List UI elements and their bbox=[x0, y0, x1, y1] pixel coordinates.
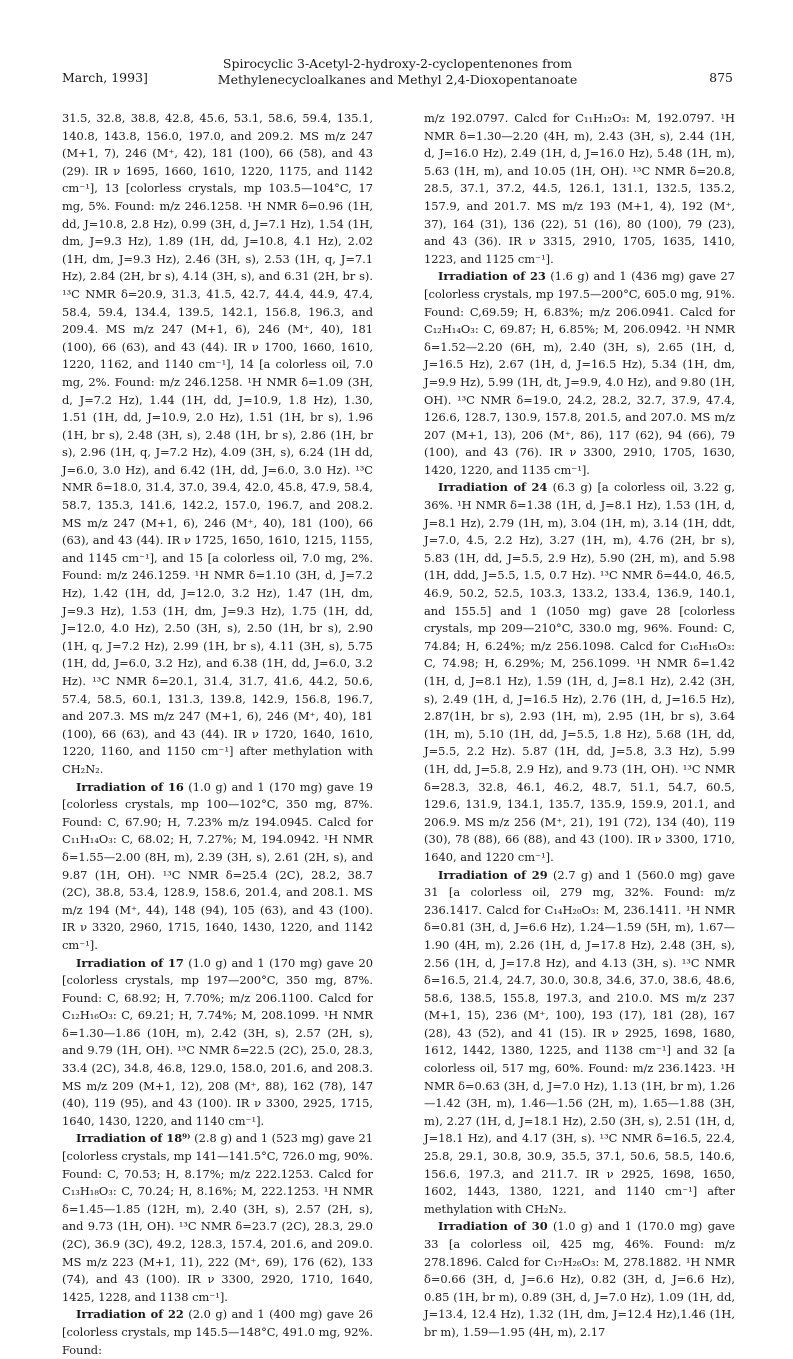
running-header bbox=[62, 56, 733, 96]
paragraph-lead: Irradiation of 22 bbox=[76, 1307, 184, 1322]
paragraph-lead: Irradiation of 29 bbox=[438, 867, 548, 882]
running-title bbox=[62, 56, 733, 88]
page-number: 875 bbox=[709, 70, 733, 85]
right-column bbox=[424, 110, 736, 1339]
paragraph-text: m/z 192.0797. Calcd for C₁₁H₁₂O₃: M, 192.0797. ¹H NMR δ=1.30—2.20 (4H, m), 2.43 (3H, s), 2.44 (1H, d, J=16.0 Hz), 2.49 (1H, d, J=16.0 Hz), 5.48 (1H, m), 5.63 (1H, m), and 10.05 (1H, OH). ¹³C NMR δ=20.8, 28.5, 37.1, 37.2, 44.5, 126.1, 131.1, 132.5, 135.2, 157.9, and 201.7. MS m/z 193 (M+1, 4), 192 (M⁺, 37), 164 (31), 136 (22), 51 (16), 80 (100), 79 (23), and 43 (36). IR ν 3315, 2910, 1705, 1635, 1410, 1223, and 1125 cm⁻¹]. bbox=[424, 111, 735, 266]
paragraph bbox=[62, 955, 373, 1131]
paragraph-lead: Irradiation of 24 bbox=[438, 480, 548, 495]
left-column bbox=[62, 110, 373, 1357]
journal-date: March, 1993] bbox=[62, 70, 148, 85]
paragraph-text: (1.0 g) and 1 (170.0 mg) gave 33 [a colorless oil, 425 mg, 46%. Found: m/z 278.1896. Calcd for C₁₇H₂₆O₃: M, 278.1882. ¹H NMR δ=0.66 (3H, d, J=6.6 Hz), 0.82 (3H, d, J=6.6 Hz), 0.85 (1H, br m), 0.89 (3H, d, J=7.0 Hz), 1.09 (1H, dd, J=13.4, 12.4 Hz), 1.32 (1H, dm, J=12.4 Hz),1.46 (1H, br m), 1.59—1.95 (4H, m), 2.17 bbox=[424, 1219, 735, 1339]
paragraph-text: (2.7 g) and 1 (560.0 mg) gave 31 [a colorless oil, 279 mg, 32%. Found: m/z 236.1417. Calcd for C₁₄H₂₀O₃: M, 236.1411. ¹H NMR δ=0.81 (3H, d, J=6.6 Hz), 1.24—1.59 (5H, m), 1.67—1.90 (4H, m), 2.26 (1H, d, J=17.8 Hz), 2.48 (3H, s), 2.56 (1H, d, J=17.8 Hz), and 4.13 (3H, s). ¹³C NMR δ=16.5, 21.4, 24.7, 30.0, 30.8, 34.6, 37.0, 38.6, 48.6, 58.6, 138.5, 155.8, 197.3, and 210.0. MS m/z 237 (M+1, 15), 236 (M⁺, 100), 193 (17), 181 (28), 167 (28), 43 (52), and 41 (15). IR ν 2925, 1698, 1680, 1612, 1442, 1380, 1225, and 1138 cm⁻¹] and 32 [a colorless oil, 517 mg, 60%. Found: m/z 236.1423. ¹H NMR δ=0.63 (3H, d, J=7.0 Hz), 1.13 (1H, br m), 1.26—1.42 (3H, m), 1.46—1.56 (2H, m), 1.65—1.88 (3H, m), 2.27 (1H, d, J=18.1 Hz), 2.50 (3H, s), 2.51 (1H, d, J=18.1 Hz), and 4.17 (3H, s). ¹³C NMR δ=16.5, 22.4, 25.8, 29.1, 30.8, 30.9, 35.5, 37.1, 50.6, 58.5, 140.6, 156.6, 197.3, and 211.7. IR ν 2925, 1698, 1650, 1602, 1443, 1380, 1221, and 1140 cm⁻¹] after methylation with CH₂N₂. bbox=[424, 867, 735, 1216]
paragraph bbox=[424, 268, 735, 479]
paragraph-text: (2.0 g) and 1 (400 mg) gave 26 [colorless crystals, mp 145.5—148°C, 491.0 mg, 92%. Found: bbox=[62, 1307, 373, 1357]
paragraph bbox=[62, 1130, 373, 1306]
paragraph-lead: Irradiation of 17 bbox=[76, 955, 184, 970]
paragraph-lead: Irradiation of 23 bbox=[438, 269, 546, 284]
paragraph-text: (2.8 g) and 1 (523 mg) gave 21 [colorless crystals, mp 141—141.5°C, 726.0 mg, 90%. Found: C, 70.53; H, 8.17%; m/z 222.1253. Calcd for C₁₃H₁₈O₃: C, 70.24; H, 8.16%; M, 222.1253. ¹H NMR δ=1.45—1.85 (12H, m), 2.40 (3H, s), 2.57 (2H, s), and 9.73 (1H, OH). ¹³C NMR δ=23.7 (2C), 28.3, 29.0 (2C), 36.9 (3C), 49.2, 128.3, 157.4, 201.6, and 209.0. MS m/z 223 (M+1, 11), 222 (M⁺, 69), 176 (62), 133 (74), and 43 (100). IR ν 3300, 2920, 1710, 1640, 1425, 1228, and 1138 cm⁻¹]. bbox=[62, 1131, 373, 1304]
paragraph-text: (6.3 g) [a colorless oil, 3.22 g, 36%. ¹H NMR δ=1.38 (1H, d, J=8.1 Hz), 1.53 (1H, d, J=8.1 Hz), 2.79 (1H, m), 3.04 (1H, m), 3.14 (1H, ddt, J=7.0, 4.5, 2.2 Hz), 3.27 (1H, m), 4.76 (2H, br s), 5.83 (1H, dd, J=5.5, 2.9 Hz), 5.90 (2H, m), and 5.98 (1H, ddd, J=5.5, 1.5, 0.7 Hz). ¹³C NMR δ=44.0, 46.5, 46.9, 50.2, 52.5, 103.3, 133.2, 133.4, 136.9, 140.1, and 155.5] and 1 (1050 mg) gave 28 [colorless crystals, mp 209—210°C, 330.0 mg, 96%. Found: C, 74.84; H, 6.24%; m/z 256.1098. Calcd for C₁₆H₁₆O₃: C, 74.98; H, 6.29%; M, 256.1099. ¹H NMR δ=1.42 (1H, d, J=8.1 Hz), 1.59 (1H, d, J=8.1 Hz), 2.42 (3H, s), 2.49 (1H, d, J=16.5 Hz), 2.76 (1H, d, J=16.5 Hz), 2.87(1H, br s), 2.93 (1H, m), 2.95 (1H, br s), 3.64 (1H, m), 5.10 (1H, dd, J=5.5, 1.8 Hz), 5.68 (1H, dd, J=5.5, 2.2 Hz). 5.87 (1H, dd, J=5.8, 3.3 Hz), 5.99 (1H, dd, J=5.8, 2.9 Hz), and 9.73 (1H, OH). ¹³C NMR δ=28.3, 32.8, 46.1, 46.2, 48.7, 51.1, 54.7, 60.5, 129.6, 131.9, 134.1, 135.7, 135.9, 159.9, 201.1, and 206.9. MS m/z 256 (M⁺, 21), 191 (72), 134 (40), 119 (30), 78 (88), 66 (88), and 43 (100). IR ν 3300, 1710, 1640, and 1220 cm⁻¹]. bbox=[424, 480, 736, 864]
paragraph bbox=[424, 479, 735, 866]
paragraph bbox=[62, 1306, 373, 1359]
paragraph-text: (1.6 g) and 1 (436 mg) gave 27 [colorless crystals, mp 197.5—200°C, 605.0 mg, 91%. Found: C,69.59; H, 6.83%; m/z 206.0941. Calcd for C₁₂H₁₄O₃: C, 69.87; H, 6.85%; M, 206.0942. ¹H NMR δ=1.52—2.20 (6H, m), 2.40 (3H, s), 2.65 (1H, d, J=16.5 Hz), 2.67 (1H, d, J=16.5 Hz), 5.34 (1H, dm, J=9.9 Hz), 5.99 (1H, dt, J=9.9, 4.0 Hz), and 9.80 (1H, OH). ¹³C NMR δ=19.0, 24.2, 28.2, 32.7, 37.9, 47.4, 126.6, 128.7, 130.9, 157.8, 201.5, and 207.0. MS m/z 207 (M+1, 13), 206 (M⁺, 86), 117 (62), 94 (66), 79 (100), and 43 (76). IR ν 3300, 2910, 1705, 1630, 1420, 1220, and 1135 cm⁻¹]. bbox=[424, 269, 735, 477]
paragraph bbox=[424, 110, 735, 268]
paragraph bbox=[424, 867, 735, 1219]
paragraph-lead: Irradiation of 16 bbox=[76, 779, 184, 794]
running-title-line-1: Spirocyclic 3-Acetyl-2-hydroxy-2-cyclopentenones from bbox=[222, 56, 573, 71]
paragraph bbox=[424, 1218, 735, 1341]
paragraph-text: (1.0 g) and 1 (170 mg) gave 20 [colorless crystals, mp 197—200°C, 350 mg, 87%. Found: C, 68.92; H, 7.70%; m/z 206.1100. Calcd for C₁₂H₁₆O₃: C, 69.21; H, 7.74%; M, 208.1099. ¹H NMR δ=1.30—1.86 (10H, m), 2.42 (3H, s), 2.57 (2H, s), and 9.79 (1H, OH). ¹³C NMR δ=22.5 (2C), 25.0, 28.3, 33.4 (2C), 34.8, 46.8, 129.0, 158.0, 201.6, and 208.3. MS m/z 209 (M+1, 12), 208 (M⁺, 88), 162 (78), 147 (40), 119 (95), and 43 (100). IR ν 3300, 2925, 1715, 1640, 1430, 1220, and 1140 cm⁻¹]. bbox=[62, 955, 373, 1128]
paragraph-text: 31.5, 32.8, 38.8, 42.8, 45.6, 53.1, 58.6, 59.4, 135.1, 140.8, 143.8, 156.0, 197.0, and 209.2. MS m/z 247 (M+1, 7), 246 (M⁺, 42), 181 (100), 66 (58), and 43 (29). IR ν 1695, 1660, 1610, 1220, 1175, and 1142 cm⁻¹], 13 [colorless crystals, mp 103.5—104°C, 17 mg, 5%. Found: m/z 246.1258. ¹H NMR δ=0.96 (1H, dd, J=10.8, 2.8 Hz), 0.99 (3H, d, J=7.1 Hz), 1.54 (1H, dm, J=9.3 Hz), 1.89 (1H, dd, J=10.8, 4.1 Hz), 2.02 (1H, dm, J=9.3 Hz), 2.46 (3H, s), 2.53 (1H, q, J=7.1 Hz), 2.84 (2H, br s), 4.14 (3H, s), and 6.31 (2H, br s). ¹³C NMR δ=20.9, 31.3, 41.5, 42.7, 44.4, 44.9, 47.4, 58.4, 59.4, 134.4, 139.5, 142.1, 156.8, 196.3, and 209.4. MS m/z 247 (M+1, 6), 246 (M⁺, 40), 181 (100), 66 (63), and 43 (44). IR ν 1700, 1660, 1610, 1220, 1162, and 1140 cm⁻¹], 14 [a colorless oil, 7.0 mg, 2%. Found: m/z 246.1258. ¹H NMR δ=1.09 (3H, d, J=7.2 Hz), 1.44 (1H, dd, J=10.9, 1.8 Hz), 1.30, 1.51 (1H, dd, J=10.9, 2.0 Hz), 1.51 (1H, br s), 1.96 (1H, br s), 2.48 (3H, s), 2.48 (1H, br s), 2.86 (1H, br s), 2.96 (1H, q, J=7.2 Hz), 4.09 (3H, s), 6.24 (1H dd, J=6.0, 3.0 Hz), and 6.42 (1H, dd, J=6.0, 3.0 Hz). ¹³C NMR δ=18.0, 31.4, 37.0, 39.4, 42.0, 45.8, 47.9, 58.4, 58.7, 135.3, 141.6, 142.2, 157.0, 196.7, and 208.2. MS m/z 247 (M+1, 6), 246 (M⁺, 40), 181 (100), 66 (63), and 43 (44). IR ν 1725, 1650, 1610, 1215, 1155, and 1145 cm⁻¹], and 15 [a colorless oil, 7.0 mg, 2%. Found: m/z 246.1259. ¹H NMR δ=1.10 (3H, d, J=7.2 Hz), 1.42 (1H, dd, J=12.0, 3.2 Hz), 1.47 (1H, dm, J=9.3 Hz), 1.53 (1H, dm, J=9.3 Hz), 1.75 (1H, dd, J=12.0, 4.0 Hz), 2.50 (3H, s), 2.50 (1H, br s), 2.90 (1H, q, J=7.2 Hz), 2.99 (1H, br s), 4.11 (3H, s), 5.75 (1H, dd, J=6.0, 3.2 Hz), and 6.38 (1H, dd, J=6.0, 3.2 Hz). ¹³C NMR δ=20.1, 31.4, 31.7, 41.6, 44.2, 50.6, 57.4, 58.5, 60.1, 131.3, 139.8, 142.9, 156.8, 196.7, and 207.3. MS m/z 247 (M+1, 6), 246 (M⁺, 40), 181 (100), 66 (63), and 43 (44). IR ν 1720, 1640, 1610, 1220, 1160, and 1150 cm⁻¹] after methylation with CH₂N₂. bbox=[62, 111, 373, 776]
paragraph-text: (1.0 g) and 1 (170 mg) gave 19 [colorless crystals, mp 100—102°C, 350 mg, 87%. Found: C, 67.90; H, 7.23% m/z 194.0945. Calcd for C₁₁H₁₄O₃: C, 68.02; H, 7.27%; M, 194.0942. ¹H NMR δ=1.55—2.00 (8H, m), 2.39 (3H, s), 2.61 (2H, s), and 9.87 (1H, OH). ¹³C NMR δ=25.4 (2C), 28.2, 38.7 (2C), 38.8, 53.4, 128.9, 158.6, 201.4, and 208.1. MS m/z 194 (M⁺, 44), 148 (94), 105 (63), and 43 (100). IR ν 3320, 2960, 1715, 1640, 1430, 1220, and 1142 cm⁻¹]. bbox=[62, 779, 373, 952]
paragraph bbox=[62, 110, 373, 779]
paragraph-lead: Irradiation of 30 bbox=[438, 1219, 548, 1234]
paragraph-lead: Irradiation of 18⁹⁾ bbox=[76, 1131, 191, 1146]
paragraph bbox=[62, 779, 373, 955]
running-title-line-2: Methylenecycloalkanes and Methyl 2,4-Dioxopentanoate bbox=[217, 72, 578, 87]
